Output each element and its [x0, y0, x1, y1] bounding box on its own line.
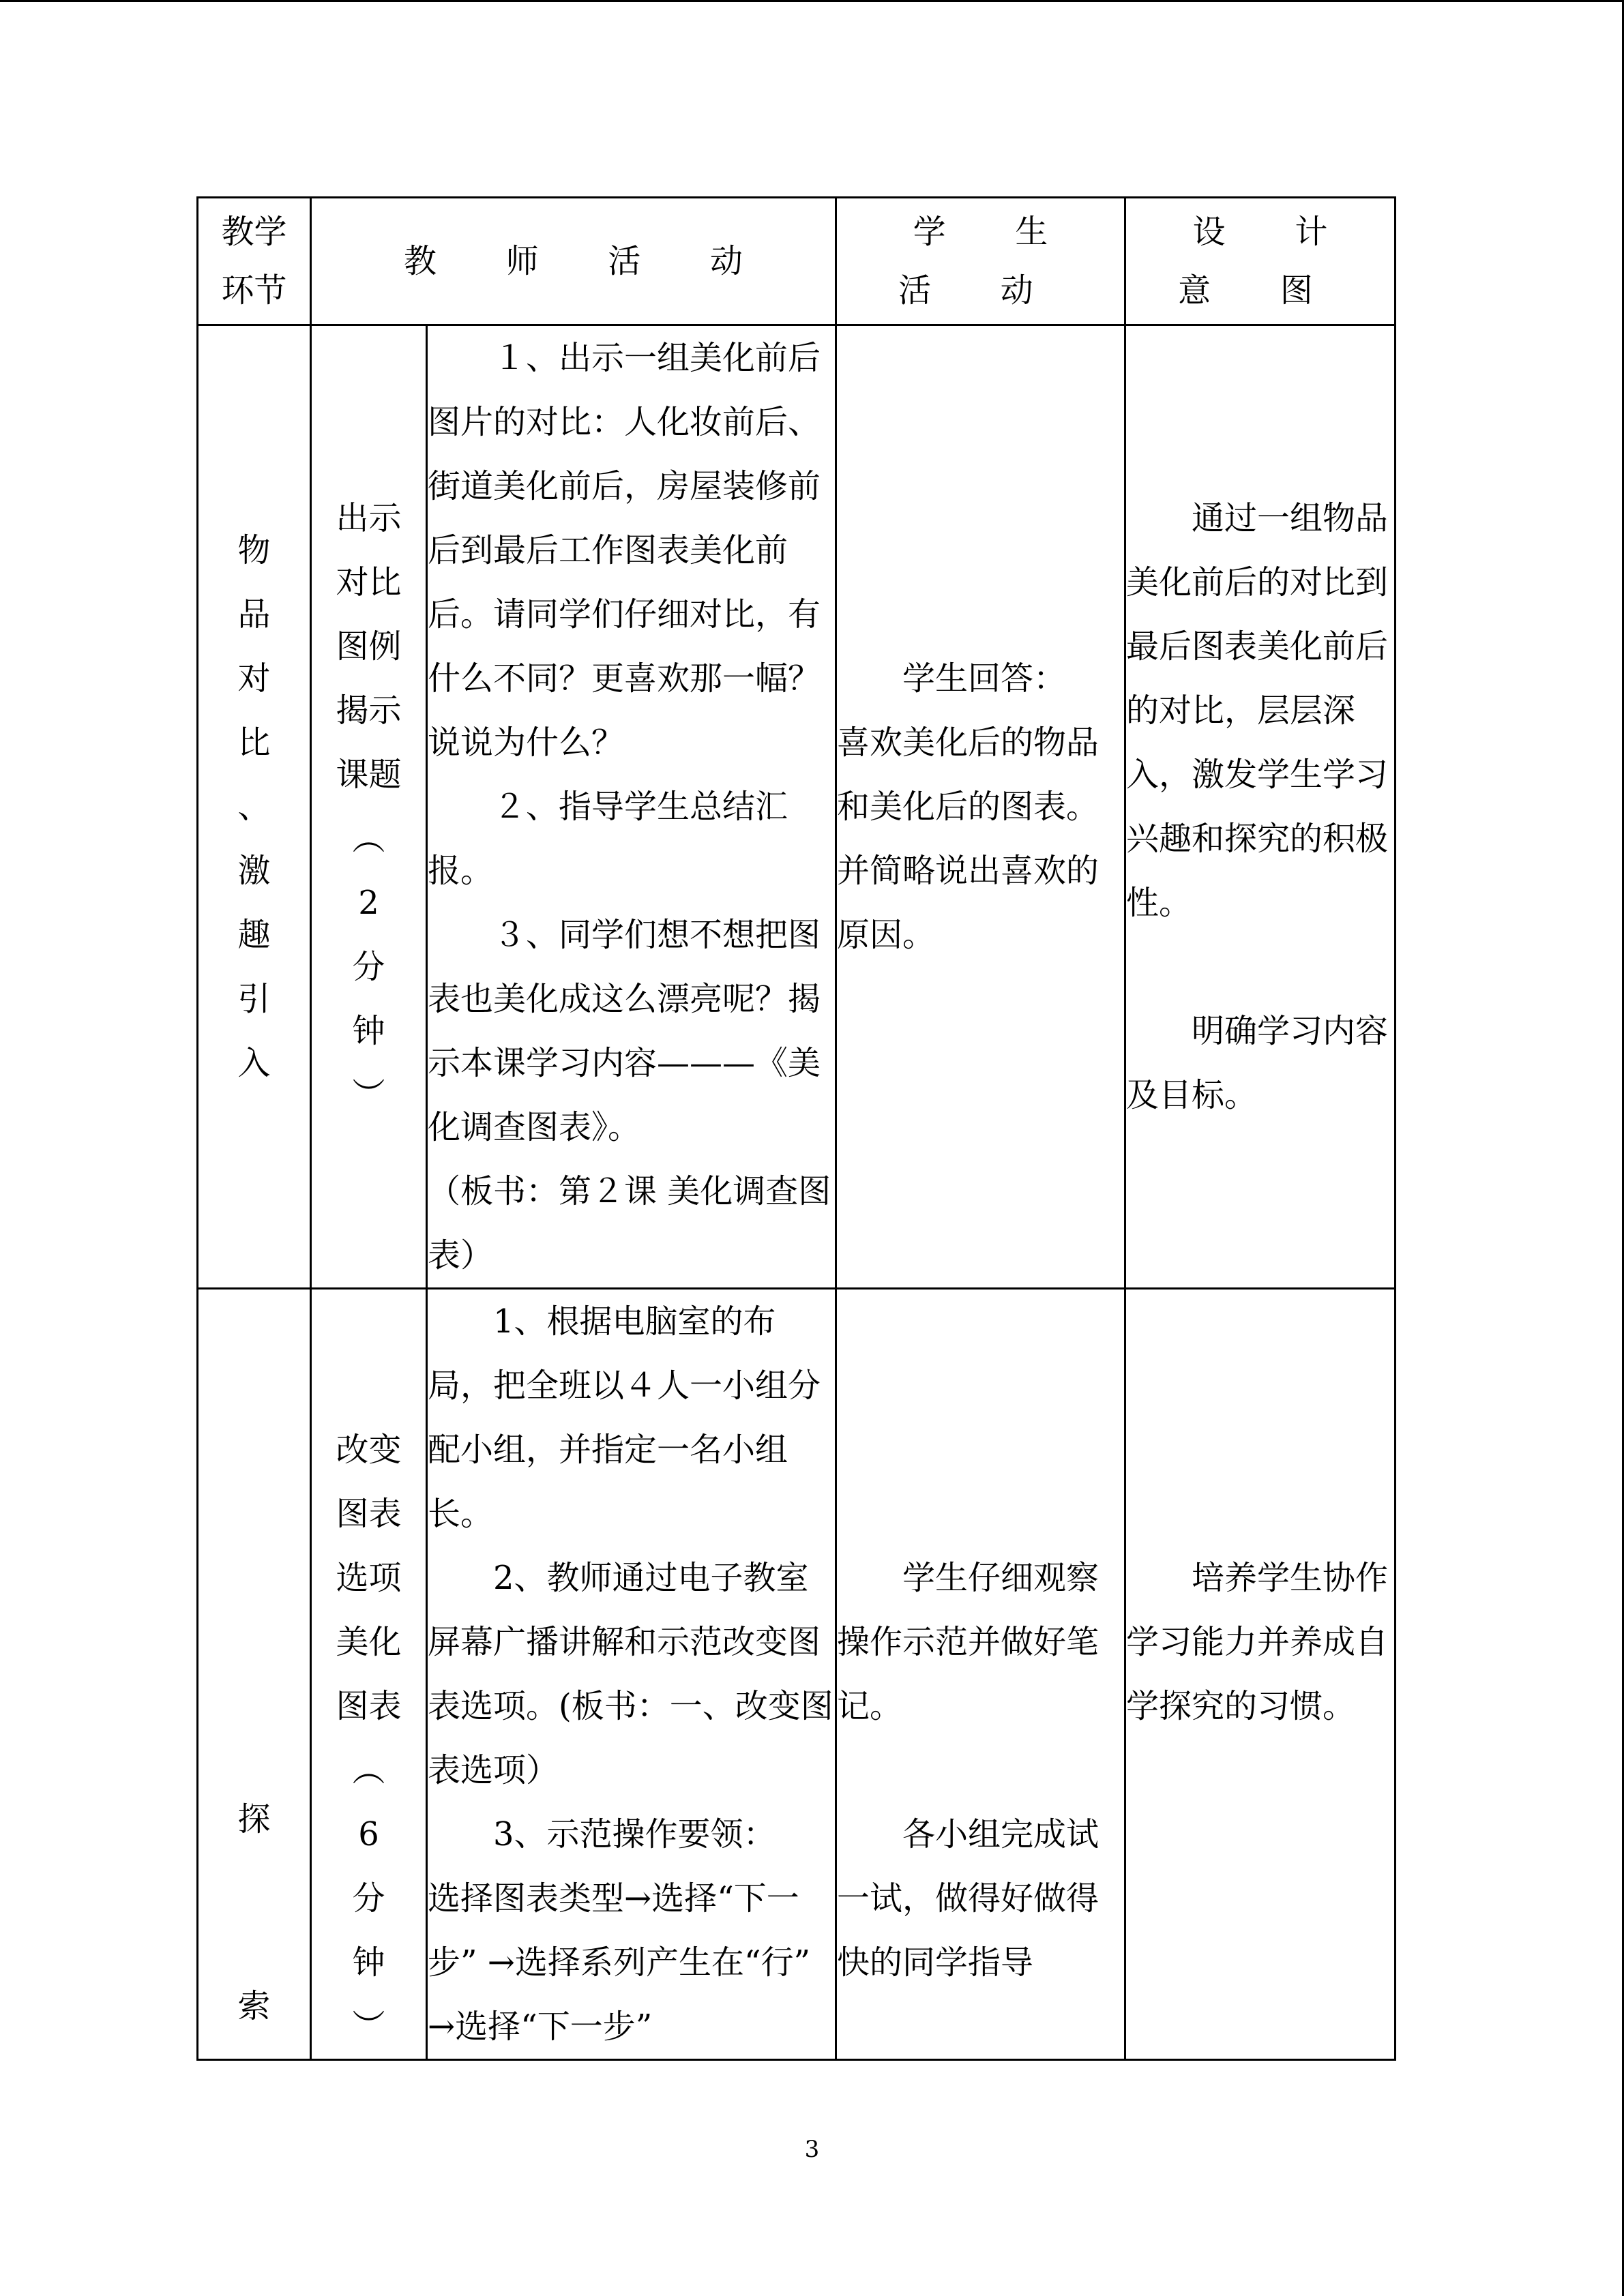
row1-section — [198, 325, 311, 1289]
row2-step — [311, 1289, 427, 2060]
header-design-label: 设 计 意 图 — [1178, 213, 1357, 310]
section-char: 、 — [237, 788, 271, 826]
section-char: 比 — [237, 724, 271, 762]
row2-design-intent — [1125, 1289, 1396, 2060]
table-row — [198, 325, 1396, 1289]
teacher-paragraph: 选择图表类型→选择“下一步” →选择系列产生在“行” →选择“下一步” — [428, 1879, 811, 2046]
table-row — [198, 1289, 1396, 2060]
step-char: 改变 — [336, 1431, 402, 1469]
teacher-paragraph: 3、示范操作要领： — [493, 1815, 776, 1853]
teacher-paragraph: （板书：第２课 美化调查图表） — [428, 1172, 831, 1274]
student-paragraph: 学生回答： — [902, 659, 1067, 698]
student-spacer — [837, 1738, 1124, 1802]
step-char: 分 — [352, 948, 385, 986]
table-header-row — [198, 198, 1396, 325]
step-char: 钟 — [352, 1943, 385, 1982]
teacher-paragraph: ３、同学们想不想把图表也美化成这么漂亮呢？揭示本课学习内容———《美化调查图表》。 — [428, 916, 821, 1146]
row1-teacher-activity — [427, 325, 836, 1289]
teacher-paragraph: 2、教师通过电子教室屏幕广播讲解和示范改变图表选项。(板书：一、改变图表选项） — [428, 1559, 833, 1789]
header-student — [836, 198, 1125, 325]
header-section-label: 教学环节 — [221, 213, 287, 310]
step-char: ︵ — [352, 1751, 385, 1789]
step-char: 课题 — [336, 756, 402, 794]
step-char: 对比 — [336, 563, 402, 601]
step-char: 美化 — [336, 1623, 402, 1661]
student-paragraph: 学生仔细观察操作示范并做好笔记。 — [837, 1559, 1099, 1725]
step-char: 图表 — [336, 1687, 402, 1725]
row1-student-activity — [836, 325, 1125, 1289]
step-char: 揭示 — [336, 691, 402, 730]
step-char: ︶ — [352, 2008, 385, 2046]
teacher-paragraph: １、出示一组美化前后图片的对比：人化妆前后、街道美化前后，房屋装修前后到最后工作图表美化前后。请同学们仔细对比，有什么不同？更喜欢那一幅？说说为什么？ — [428, 339, 821, 762]
section-char: 索 — [237, 1987, 271, 2025]
design-paragraph: 明确学习内容及目标。 — [1126, 1012, 1389, 1114]
step-char: 6 — [358, 1815, 379, 1853]
header-student-label: 学 生 活 动 — [898, 213, 1078, 310]
row1-step — [311, 325, 427, 1289]
step-char: ︵ — [352, 820, 385, 858]
step-char: 出示 — [336, 499, 402, 537]
design-paragraph: 培养学生协作学习能力并养成自学探究的习惯。 — [1126, 1559, 1389, 1725]
student-paragraph: 各小组完成试一试，做得好做得快的同学指导 — [837, 1815, 1099, 1982]
section-char: 品 — [237, 595, 271, 633]
section-char: 对 — [237, 659, 271, 698]
page-number: 3 — [804, 2136, 820, 2163]
header-design — [1125, 198, 1396, 325]
row1-design-intent — [1125, 325, 1396, 1289]
design-paragraph: 通过一组物品美化前后的对比到最后图表美化前后的对比，层层深入，激发学生学习兴趣和探究的积极性。 — [1126, 499, 1389, 922]
step-char: ︶ — [352, 1076, 385, 1114]
step-char: 分 — [352, 1879, 385, 1918]
section-char: 探 — [237, 1800, 271, 1838]
section-char: 激 — [237, 852, 271, 890]
design-spacer — [1126, 935, 1394, 999]
teacher-paragraph: 1、根据电脑室的布局，把全班以４人一小组分配小组，并指定一名小组长。 — [428, 1302, 821, 1533]
step-char: 图例 — [336, 627, 402, 666]
header-teacher-label: 教 师 活 动 — [404, 242, 773, 280]
section-char: 物 — [237, 531, 271, 569]
row2-student-activity — [836, 1289, 1125, 2060]
section-char: 趣 — [237, 916, 271, 954]
row2-teacher-activity — [427, 1289, 836, 2060]
section-char: 入 — [237, 1044, 271, 1082]
section-char: 引 — [237, 980, 271, 1018]
student-paragraph: 喜欢美化后的物品和美化后的图表。并简略说出喜欢的原因。 — [837, 724, 1099, 954]
lesson-plan-table — [196, 196, 1396, 2061]
header-section — [198, 198, 311, 325]
teacher-paragraph: ２、指导学生总结汇报。 — [428, 788, 788, 890]
step-char: 选项 — [336, 1559, 402, 1597]
step-char: 2 — [358, 884, 379, 922]
page-edge-top — [0, 0, 1624, 2]
row2-section — [198, 1289, 311, 2060]
step-char: 图表 — [336, 1495, 402, 1533]
step-char: 钟 — [352, 1012, 385, 1050]
header-teacher — [311, 198, 836, 325]
